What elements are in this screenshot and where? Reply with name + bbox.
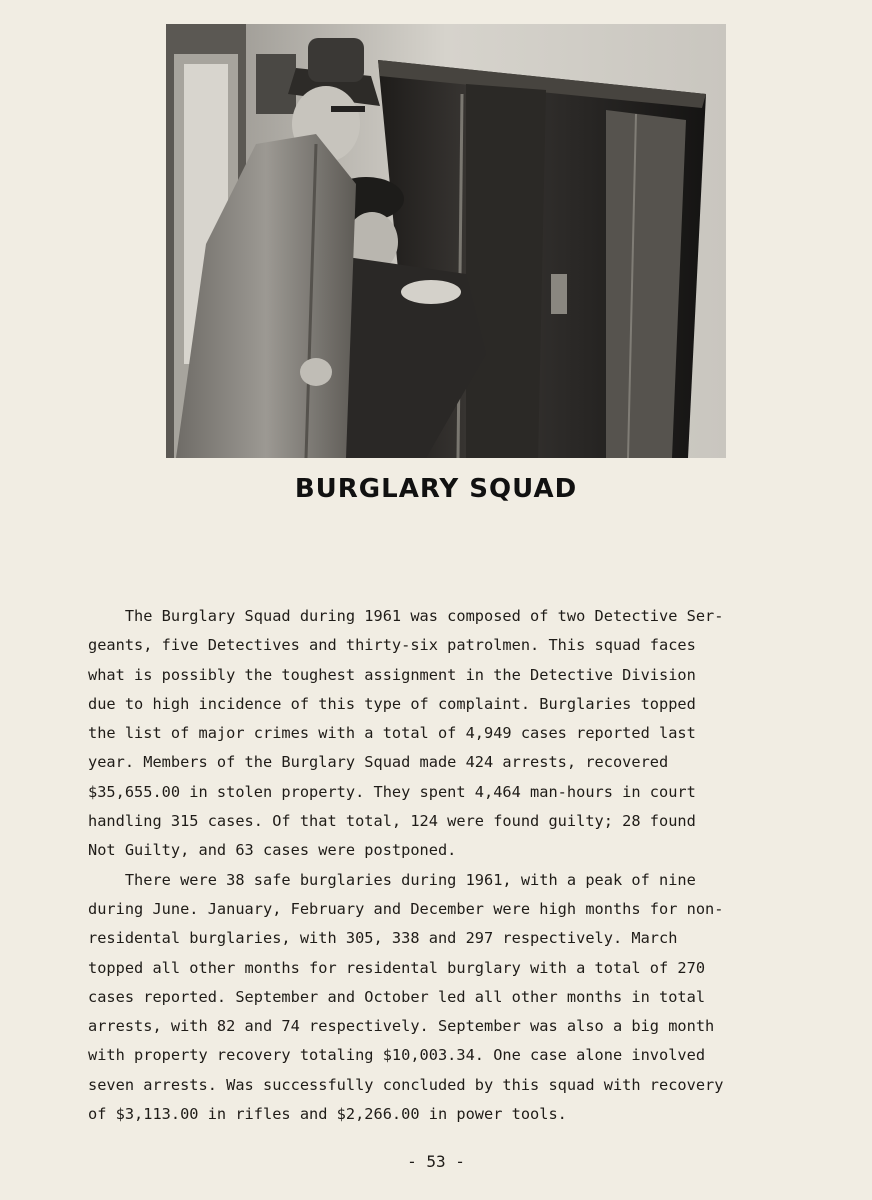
text-line: year. Members of the Burglary Squad made 424 arrests, recovered: [88, 753, 669, 772]
text-line: the list of major crimes with a total of 4,949 cases reported last: [88, 724, 696, 743]
text-line: Not Guilty, and 63 cases were postponed.: [88, 841, 457, 860]
text-line: geants, five Detectives and thirty-six patrolmen. This squad faces: [88, 636, 696, 655]
text-line: during June. January, February and December were high months for non-: [88, 899, 724, 918]
text-line: due to high incidence of this type of complaint. Burglaries topped: [88, 694, 696, 713]
text-line: cases reported. September and October led all other months in total: [88, 987, 706, 1006]
text-line: seven arrests. Was successfully concluded by this squad with recovery: [88, 1075, 724, 1094]
article-body: [88, 602, 828, 1129]
photo-detectives-examining-safe: [166, 24, 726, 458]
text-line: There were 38 safe burglaries during 1961, with a peak of nine: [88, 870, 696, 889]
text-line: The Burglary Squad during 1961 was composed of two Detective Ser-: [88, 607, 724, 625]
paragraph-2: [88, 866, 828, 1130]
page-title: BURGLARY SQUAD: [294, 474, 578, 504]
page-number: - 53 -: [407, 1152, 465, 1171]
paragraph-1: [88, 602, 828, 866]
text-line: with property recovery totaling $10,003.34. One case alone involved: [88, 1046, 706, 1065]
text-line: $35,655.00 in stolen property. They spent 4,464 man-hours in court: [88, 782, 696, 801]
text-line: residental burglaries, with 305, 338 and 297 respectively. March: [88, 929, 678, 948]
text-line: handling 315 cases. Of that total, 124 were found guilty; 28 found: [88, 812, 696, 831]
text-line: what is possibly the toughest assignment in the Detective Division: [88, 665, 696, 684]
text-line: of $3,113.00 in rifles and $2,266.00 in power tools.: [88, 1105, 567, 1124]
text-line: topped all other months for residental burglary with a total of 270: [88, 958, 706, 977]
text-line: arrests, with 82 and 74 respectively. September was also a big month: [88, 1017, 715, 1036]
